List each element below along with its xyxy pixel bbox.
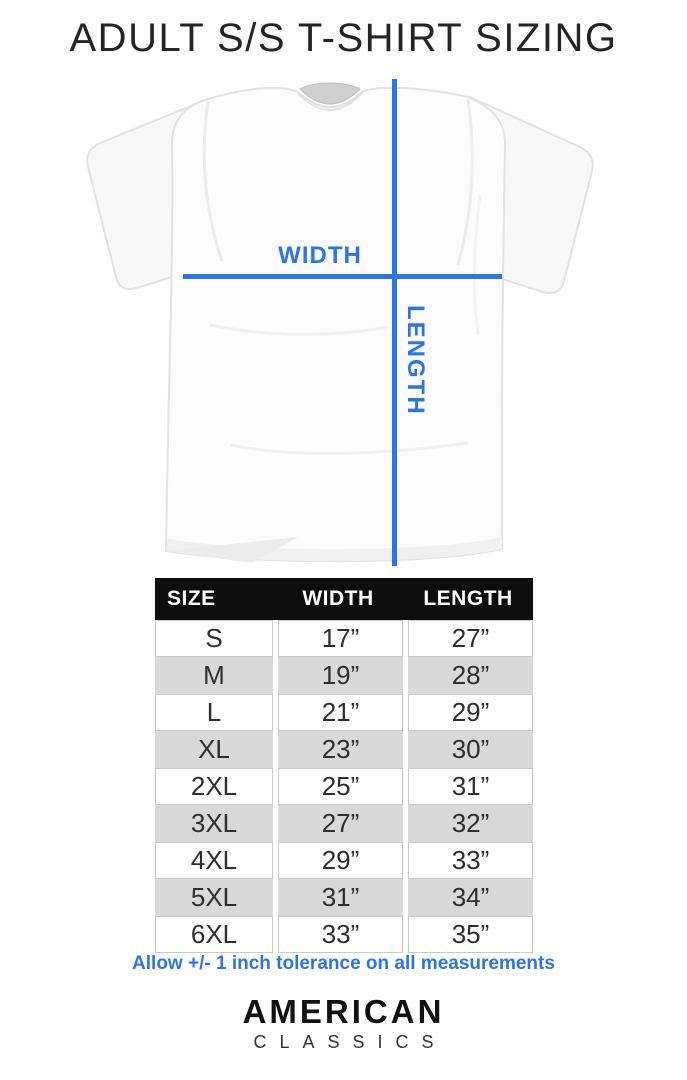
- table-cell: XL: [155, 731, 273, 768]
- table-cell: L: [155, 694, 273, 731]
- table-cell: 23”: [278, 731, 403, 768]
- size-table: [155, 578, 533, 953]
- table-row: [155, 731, 533, 768]
- table-row: [155, 805, 533, 842]
- table-cell: 27”: [408, 620, 533, 657]
- table-cell: 31”: [278, 879, 403, 916]
- table-row: [155, 916, 533, 953]
- brand-logo: [0, 995, 687, 1051]
- tshirt-image: [0, 75, 687, 575]
- table-cell: 27”: [278, 805, 403, 842]
- shirt-diagram: [0, 75, 687, 575]
- table-row: [155, 842, 533, 879]
- width-measure-line: [183, 274, 502, 279]
- table-row: [155, 879, 533, 916]
- table-cell: 6XL: [155, 916, 273, 953]
- table-cell: 29”: [408, 694, 533, 731]
- table-cell: 28”: [408, 657, 533, 694]
- table-cell: 34”: [408, 879, 533, 916]
- table-cell: 3XL: [155, 805, 273, 842]
- length-measure-line: [392, 79, 397, 566]
- size-table-body: [155, 620, 533, 953]
- column-header-width: WIDTH: [302, 587, 374, 610]
- column-header-size: SIZE: [167, 587, 216, 610]
- table-cell: 30”: [408, 731, 533, 768]
- table-cell: S: [155, 620, 273, 657]
- table-row: [155, 620, 533, 657]
- column-header-length: LENGTH: [423, 587, 513, 610]
- brand-subtitle: CLASSICS: [253, 1032, 447, 1052]
- size-table-header: [155, 578, 533, 620]
- table-cell: 4XL: [155, 842, 273, 879]
- table-row: [155, 657, 533, 694]
- table-row: [155, 694, 533, 731]
- length-label: LENGTH: [402, 305, 429, 416]
- table-cell: 25”: [278, 768, 403, 805]
- table-cell: 29”: [278, 842, 403, 879]
- table-cell: 35”: [408, 916, 533, 953]
- tolerance-note: Allow +/- 1 inch tolerance on all measurements: [132, 953, 555, 974]
- table-cell: 2XL: [155, 768, 273, 805]
- table-cell: 32”: [408, 805, 533, 842]
- table-row: [155, 768, 533, 805]
- table-cell: 5XL: [155, 879, 273, 916]
- brand-name: AMERICAN: [242, 993, 445, 1030]
- table-cell: 19”: [278, 657, 403, 694]
- width-label: WIDTH: [278, 242, 362, 269]
- table-cell: 17”: [278, 620, 403, 657]
- table-cell: 33”: [278, 916, 403, 953]
- page-title: ADULT S/S T-SHIRT SIZING: [69, 16, 618, 60]
- table-cell: 21”: [278, 694, 403, 731]
- table-cell: 33”: [408, 842, 533, 879]
- tshirt-body: [166, 88, 505, 561]
- table-cell: 31”: [408, 768, 533, 805]
- table-cell: M: [155, 657, 273, 694]
